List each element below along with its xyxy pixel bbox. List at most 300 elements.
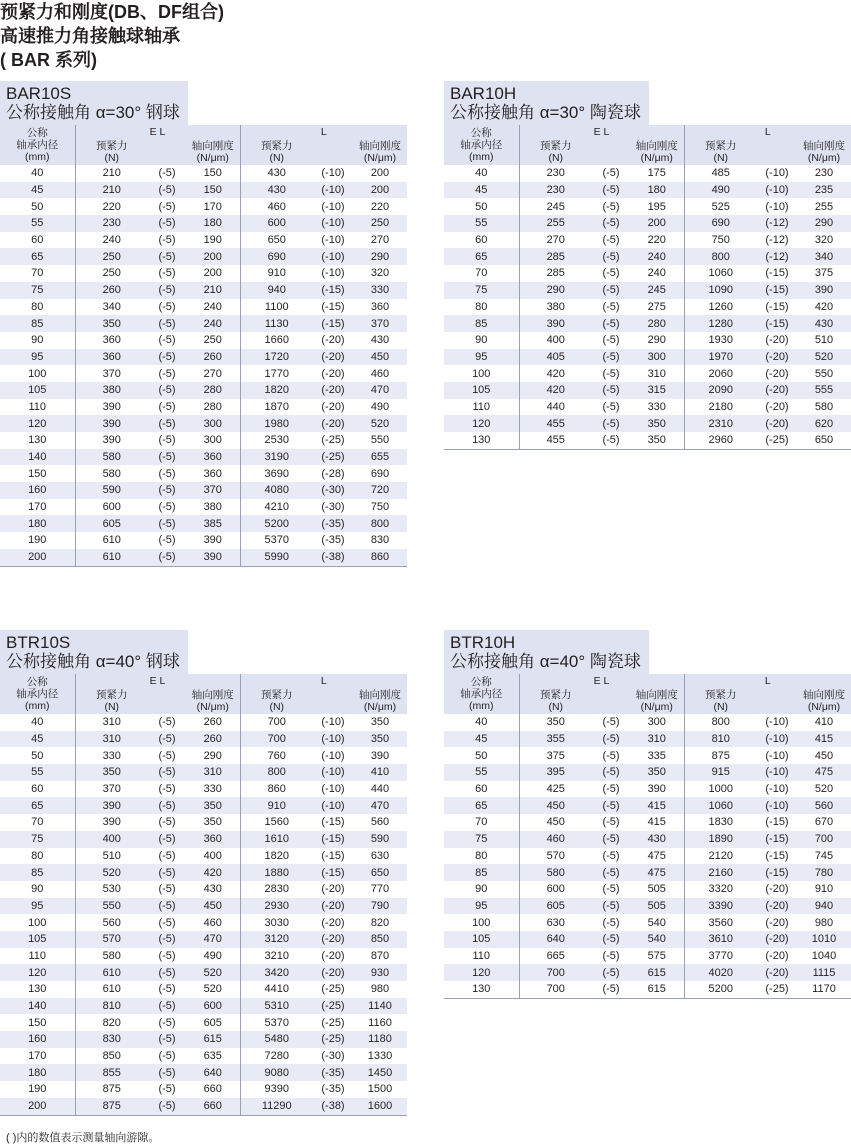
cell-bore: 200 bbox=[0, 1098, 75, 1115]
table-row bbox=[0, 797, 407, 814]
cell-l-preload: 1890 bbox=[684, 831, 757, 848]
cell-l-clearance: (-10) bbox=[313, 215, 353, 232]
cell-el-clearance: (-5) bbox=[148, 764, 186, 781]
cell-el-stiffness: 600 bbox=[186, 998, 240, 1015]
cell-el-preload: 370 bbox=[75, 781, 148, 798]
cell-el-preload: 270 bbox=[519, 232, 592, 249]
cell-l-preload: 3390 bbox=[684, 898, 757, 915]
cell-el-preload: 230 bbox=[519, 165, 592, 182]
cell-el-preload: 390 bbox=[75, 432, 148, 449]
table-row bbox=[0, 515, 407, 532]
cell-l-clearance: (-20) bbox=[757, 415, 797, 432]
header-el: E L bbox=[519, 125, 684, 139]
cell-l-stiffness: 510 bbox=[814, 334, 834, 347]
cell-l-clearance: (-10) bbox=[757, 731, 797, 748]
cell-l-preload: 1970 bbox=[684, 349, 757, 366]
cell-l-stiffness: 340 bbox=[797, 248, 851, 265]
cell-el-stiffness: 385 bbox=[186, 515, 240, 532]
cell-el-clearance: (-5) bbox=[158, 300, 176, 313]
cell-l-stiffness: 1160 bbox=[368, 1016, 392, 1029]
cell-l-preload: 1720 bbox=[240, 349, 313, 366]
cell-l-preload: 3610 bbox=[684, 931, 757, 948]
table-row bbox=[0, 831, 407, 848]
cell-el-stiffness: 330 bbox=[203, 783, 222, 796]
cell-l-stiffness: 320 bbox=[814, 234, 834, 247]
cell-l-clearance: (-15) bbox=[321, 849, 345, 862]
cell-bore: 55 bbox=[0, 764, 75, 781]
cell-el-stiffness: 300 bbox=[630, 349, 684, 366]
cell-el-stiffness: 575 bbox=[647, 949, 666, 962]
cell-bore: 120 bbox=[0, 964, 75, 981]
cell-el-stiffness: 260 bbox=[186, 349, 240, 366]
cell-bore: 190 bbox=[28, 1083, 47, 1096]
table-row bbox=[0, 365, 407, 382]
cell-l-clearance: (-20) bbox=[765, 334, 789, 347]
cell-el-clearance: (-5) bbox=[158, 167, 176, 180]
cell-l-preload: 1830 bbox=[684, 814, 757, 831]
cell-el-preload: 830 bbox=[75, 1031, 148, 1048]
header-el-preload: 预紧力 (N) bbox=[519, 139, 592, 165]
cell-el-clearance: (-5) bbox=[602, 816, 620, 829]
cell-el-stiffness: 370 bbox=[186, 482, 240, 499]
cell-el-stiffness: 300 bbox=[203, 434, 222, 447]
cell-el-stiffness: 170 bbox=[203, 200, 222, 213]
cell-l-stiffness: 630 bbox=[370, 849, 390, 862]
cell-l-clearance: (-10) bbox=[313, 248, 353, 265]
cell-el-stiffness: 200 bbox=[203, 267, 222, 280]
cell-el-stiffness: 400 bbox=[203, 849, 222, 862]
cell-l-preload: 690 bbox=[240, 248, 313, 265]
table-row bbox=[0, 349, 407, 366]
cell-l-clearance: (-10) bbox=[757, 182, 797, 199]
cell-el-stiffness: 360 bbox=[186, 831, 240, 848]
table-row bbox=[444, 864, 851, 881]
cell-el-stiffness: 470 bbox=[186, 931, 240, 948]
cell-bore: 65 bbox=[0, 797, 75, 814]
preload-stiffness-table bbox=[444, 674, 851, 999]
header-l-preload: 预紧力 (N) bbox=[684, 139, 757, 165]
table-row bbox=[0, 881, 407, 898]
table-row bbox=[444, 948, 851, 965]
cell-l-preload: 1930 bbox=[684, 332, 757, 349]
cell-l-stiffness: 930 bbox=[353, 964, 407, 981]
table-row bbox=[0, 1081, 407, 1098]
cell-el-preload: 580 bbox=[519, 864, 592, 881]
cell-l-preload: 5370 bbox=[240, 532, 313, 549]
cell-el-stiffness: 315 bbox=[630, 382, 684, 399]
cell-l-clearance: (-20) bbox=[765, 367, 789, 380]
cell-el-clearance: (-5) bbox=[148, 182, 186, 199]
cell-el-clearance: (-5) bbox=[592, 931, 630, 948]
cell-el-stiffness: 350 bbox=[203, 816, 222, 829]
cell-el-clearance: (-5) bbox=[148, 549, 186, 566]
table-label bbox=[0, 81, 188, 125]
table-row bbox=[444, 248, 851, 265]
table-row bbox=[0, 248, 407, 265]
cell-l-stiffness: 820 bbox=[370, 916, 390, 929]
cell-el-preload: 390 bbox=[75, 415, 148, 432]
cell-el-preload: 450 bbox=[519, 797, 592, 814]
cell-l-clearance: (-25) bbox=[757, 981, 797, 998]
cell-el-clearance: (-5) bbox=[158, 334, 176, 347]
cell-bore: 70 bbox=[31, 267, 44, 280]
table-row bbox=[444, 931, 851, 948]
cell-el-clearance: (-5) bbox=[148, 731, 186, 748]
cell-el-preload: 455 bbox=[519, 415, 592, 432]
cell-bore: 120 bbox=[0, 415, 75, 432]
cell-el-clearance: (-5) bbox=[158, 849, 176, 862]
cell-l-preload: 3190 bbox=[240, 449, 313, 466]
cell-l-preload: 800 bbox=[684, 714, 757, 731]
cell-l-preload: 2960 bbox=[684, 432, 757, 449]
cell-l-stiffness: 550 bbox=[370, 434, 390, 447]
cell-el-clearance: (-5) bbox=[148, 831, 186, 848]
cell-el-preload: 370 bbox=[75, 365, 148, 382]
cell-l-stiffness: 690 bbox=[370, 467, 390, 480]
header-l: L bbox=[684, 674, 851, 688]
cell-bore: 75 bbox=[444, 831, 519, 848]
cell-l-clearance: (-10) bbox=[757, 797, 797, 814]
cell-el-stiffness: 280 bbox=[186, 382, 240, 399]
cell-l-stiffness: 390 bbox=[797, 282, 851, 299]
cell-l-stiffness: 370 bbox=[353, 315, 407, 332]
cell-l-preload: 2930 bbox=[240, 898, 313, 915]
cell-l-clearance: (-20) bbox=[765, 949, 789, 962]
table-row bbox=[444, 232, 851, 249]
cell-el-clearance: (-5) bbox=[148, 449, 186, 466]
cell-l-stiffness: 200 bbox=[370, 167, 390, 180]
table-row bbox=[0, 482, 407, 499]
cell-el-preload: 255 bbox=[519, 215, 592, 232]
cell-l-clearance: (-20) bbox=[313, 931, 353, 948]
header-l: L bbox=[240, 674, 407, 688]
cell-el-preload: 570 bbox=[75, 931, 148, 948]
cell-l-clearance: (-15) bbox=[765, 267, 789, 280]
cell-l-preload: 1770 bbox=[240, 365, 313, 382]
cell-el-preload: 355 bbox=[519, 731, 592, 748]
cell-el-clearance: (-5) bbox=[158, 367, 176, 380]
cell-l-preload: 1130 bbox=[240, 315, 313, 332]
cell-l-stiffness: 350 bbox=[370, 716, 390, 729]
cell-bore: 100 bbox=[472, 916, 491, 929]
cell-el-stiffness: 280 bbox=[630, 315, 684, 332]
cell-el-clearance: (-5) bbox=[158, 467, 176, 480]
cell-l-preload: 875 bbox=[684, 747, 757, 764]
cell-el-stiffness: 335 bbox=[647, 749, 666, 762]
cell-el-preload: 245 bbox=[519, 198, 592, 215]
cell-el-stiffness: 150 bbox=[203, 167, 222, 180]
cell-el-clearance: (-5) bbox=[158, 267, 176, 280]
table-row bbox=[444, 881, 851, 898]
cell-l-stiffness: 980 bbox=[814, 916, 834, 929]
table-row bbox=[0, 265, 407, 282]
cell-l-clearance: (-20) bbox=[313, 349, 353, 366]
cell-el-preload: 310 bbox=[75, 714, 148, 731]
table-name: BAR10S bbox=[6, 84, 72, 103]
cell-l-stiffness: 430 bbox=[370, 334, 390, 347]
table-row bbox=[444, 797, 851, 814]
table-row bbox=[444, 432, 851, 449]
table-row bbox=[0, 998, 407, 1015]
cell-el-preload: 610 bbox=[75, 981, 148, 998]
cell-el-preload: 580 bbox=[75, 465, 148, 482]
cell-el-stiffness: 660 bbox=[186, 1098, 240, 1115]
cell-el-stiffness: 360 bbox=[186, 449, 240, 466]
table-block-bar10s bbox=[0, 81, 407, 567]
cell-el-stiffness: 260 bbox=[203, 716, 222, 729]
cell-el-clearance: (-5) bbox=[592, 415, 630, 432]
cell-el-preload: 390 bbox=[75, 797, 148, 814]
cell-l-preload: 1260 bbox=[684, 299, 757, 316]
cell-el-clearance: (-5) bbox=[148, 415, 186, 432]
cell-l-preload: 4020 bbox=[684, 964, 757, 981]
table-row bbox=[444, 914, 851, 931]
cell-el-preload: 220 bbox=[75, 198, 148, 215]
cell-el-preload: 360 bbox=[75, 349, 148, 366]
cell-el-clearance: (-5) bbox=[148, 931, 186, 948]
cell-bore: 95 bbox=[444, 349, 519, 366]
cell-bore: 80 bbox=[475, 849, 488, 862]
cell-bore: 100 bbox=[28, 916, 47, 929]
cell-l-clearance: (-10) bbox=[765, 167, 789, 180]
cell-el-clearance: (-5) bbox=[602, 200, 620, 213]
cell-el-preload: 580 bbox=[75, 449, 148, 466]
cell-l-stiffness: 560 bbox=[370, 816, 390, 829]
table-row bbox=[444, 898, 851, 915]
cell-el-preload: 390 bbox=[75, 399, 148, 416]
cell-l-stiffness: 590 bbox=[353, 831, 407, 848]
cell-el-preload: 360 bbox=[75, 332, 148, 349]
cell-el-stiffness: 505 bbox=[647, 883, 666, 896]
cell-l-stiffness: 830 bbox=[370, 534, 390, 547]
cell-el-clearance: (-5) bbox=[148, 864, 186, 881]
table-subtitle: 公称接触角 α=40° 钢球 bbox=[6, 652, 180, 671]
cell-el-preload: 570 bbox=[519, 848, 592, 865]
cell-bore: 85 bbox=[0, 315, 75, 332]
header-el-stiffness: 轴向刚度 (N/μm) bbox=[630, 139, 684, 165]
cell-l-stiffness: 1500 bbox=[367, 1083, 393, 1096]
cell-l-stiffness: 290 bbox=[797, 215, 851, 232]
cell-el-preload: 610 bbox=[75, 964, 148, 981]
cell-el-preload: 630 bbox=[519, 914, 592, 931]
cell-el-stiffness: 390 bbox=[186, 549, 240, 566]
preload-stiffness-table bbox=[0, 674, 407, 1116]
table-row bbox=[0, 781, 407, 798]
table-row bbox=[0, 764, 407, 781]
cell-l-stiffness: 550 bbox=[814, 367, 834, 380]
cell-bore: 45 bbox=[444, 182, 519, 199]
cell-l-stiffness: 390 bbox=[370, 749, 390, 762]
table-row bbox=[0, 964, 407, 981]
cell-bore: 140 bbox=[0, 998, 75, 1015]
cell-el-clearance: (-5) bbox=[148, 349, 186, 366]
cell-el-stiffness: 180 bbox=[186, 215, 240, 232]
cell-el-stiffness: 420 bbox=[186, 864, 240, 881]
cell-bore: 95 bbox=[0, 898, 75, 915]
cell-l-preload: 4080 bbox=[240, 482, 313, 499]
cell-el-stiffness: 505 bbox=[630, 898, 684, 915]
cell-el-preload: 250 bbox=[75, 265, 148, 282]
header-l-stiffness: 轴向刚度 (N/μm) bbox=[353, 139, 407, 165]
cell-l-stiffness: 270 bbox=[370, 234, 390, 247]
cell-l-preload: 3030 bbox=[240, 914, 313, 931]
cell-el-clearance: (-5) bbox=[592, 797, 630, 814]
cell-bore: 50 bbox=[31, 749, 44, 762]
cell-l-preload: 700 bbox=[240, 714, 313, 731]
cell-l-stiffness: 320 bbox=[370, 267, 390, 280]
cell-bore: 65 bbox=[0, 248, 75, 265]
cell-l-clearance: (-15) bbox=[765, 849, 789, 862]
cell-l-clearance: (-10) bbox=[757, 764, 797, 781]
cell-bore: 40 bbox=[31, 716, 44, 729]
cell-l-preload: 1660 bbox=[240, 332, 313, 349]
cell-l-preload: 1090 bbox=[684, 282, 757, 299]
cell-el-stiffness: 310 bbox=[647, 367, 666, 380]
cell-el-clearance: (-5) bbox=[602, 749, 620, 762]
table-row bbox=[444, 382, 851, 399]
header-bore: 公称 轴承内径 (mm) bbox=[0, 125, 75, 165]
cell-bore: 110 bbox=[28, 400, 47, 413]
cell-el-clearance: (-5) bbox=[148, 215, 186, 232]
cell-l-preload: 3690 bbox=[240, 465, 313, 482]
cell-bore: 200 bbox=[0, 549, 75, 566]
cell-bore: 170 bbox=[28, 501, 47, 514]
cell-l-preload: 1060 bbox=[684, 797, 757, 814]
cell-el-stiffness: 190 bbox=[203, 234, 222, 247]
cell-bore: 85 bbox=[444, 864, 519, 881]
table-row bbox=[0, 465, 407, 482]
cell-el-preload: 285 bbox=[519, 248, 592, 265]
cell-l-preload: 460 bbox=[240, 198, 313, 215]
cell-l-clearance: (-25) bbox=[321, 983, 345, 996]
cell-l-stiffness: 1600 bbox=[353, 1098, 407, 1115]
cell-el-preload: 460 bbox=[519, 831, 592, 848]
cell-l-stiffness: 700 bbox=[797, 831, 851, 848]
cell-l-preload: 2120 bbox=[684, 848, 757, 865]
table-row bbox=[0, 1064, 407, 1081]
cell-l-preload: 3560 bbox=[684, 914, 757, 931]
cell-el-clearance: (-5) bbox=[602, 167, 620, 180]
cell-l-stiffness: 415 bbox=[797, 731, 851, 748]
cell-el-clearance: (-5) bbox=[592, 248, 630, 265]
header-el-preload: 预紧力 (N) bbox=[75, 139, 148, 165]
cell-el-clearance: (-5) bbox=[148, 515, 186, 532]
table-row bbox=[0, 914, 407, 931]
cell-bore: 130 bbox=[444, 432, 519, 449]
cell-l-clearance: (-25) bbox=[313, 449, 353, 466]
cell-l-clearance: (-20) bbox=[321, 334, 345, 347]
cell-l-preload: 3320 bbox=[684, 881, 757, 898]
table-row bbox=[444, 981, 851, 998]
header-l-stiffness: 轴向刚度 (N/μm) bbox=[797, 688, 851, 714]
cell-el-clearance: (-5) bbox=[602, 916, 620, 929]
cell-l-clearance: (-15) bbox=[765, 816, 789, 829]
table-row bbox=[0, 449, 407, 466]
cell-l-preload: 910 bbox=[240, 797, 313, 814]
cell-l-preload: 3210 bbox=[240, 948, 313, 965]
table-row bbox=[0, 299, 407, 316]
table-row bbox=[444, 282, 851, 299]
cell-el-preload: 610 bbox=[75, 549, 148, 566]
cell-el-preload: 310 bbox=[75, 731, 148, 748]
cell-bore: 160 bbox=[0, 1031, 75, 1048]
table-row bbox=[0, 948, 407, 965]
cell-el-preload: 400 bbox=[519, 332, 592, 349]
table-block-bar10h bbox=[444, 81, 851, 450]
cell-bore: 90 bbox=[31, 334, 44, 347]
table-row bbox=[0, 848, 407, 865]
cell-l-clearance: (-12) bbox=[757, 215, 797, 232]
cell-l-stiffness: 520 bbox=[353, 415, 407, 432]
cell-l-stiffness: 255 bbox=[814, 200, 834, 213]
cell-l-stiffness: 790 bbox=[353, 898, 407, 915]
cell-el-clearance: (-5) bbox=[158, 749, 176, 762]
cell-el-clearance: (-5) bbox=[602, 949, 620, 962]
cell-el-stiffness: 290 bbox=[203, 749, 222, 762]
cell-el-stiffness: 380 bbox=[203, 501, 222, 514]
cell-bore: 45 bbox=[0, 182, 75, 199]
cell-l-preload: 490 bbox=[684, 182, 757, 199]
header-bore: 公称 轴承内径 (mm) bbox=[444, 125, 519, 165]
cell-el-stiffness: 180 bbox=[630, 182, 684, 199]
cell-l-clearance: (-15) bbox=[321, 816, 345, 829]
table-row bbox=[444, 731, 851, 748]
table-row bbox=[0, 382, 407, 399]
cell-el-stiffness: 280 bbox=[203, 400, 222, 413]
cell-l-clearance: (-30) bbox=[313, 482, 353, 499]
cell-el-clearance: (-5) bbox=[592, 864, 630, 881]
table-row bbox=[0, 215, 407, 232]
cell-el-stiffness: 490 bbox=[203, 949, 222, 962]
header-l-stiffness: 轴向刚度 (N/μm) bbox=[797, 139, 851, 165]
cell-bore: 60 bbox=[31, 783, 44, 796]
cell-l-stiffness: 460 bbox=[370, 367, 390, 380]
cell-el-clearance: (-5) bbox=[158, 783, 176, 796]
cell-bore: 120 bbox=[444, 964, 519, 981]
cell-el-stiffness: 200 bbox=[630, 215, 684, 232]
cell-el-preload: 350 bbox=[75, 764, 148, 781]
cell-el-preload: 610 bbox=[75, 532, 148, 549]
cell-el-clearance: (-5) bbox=[602, 234, 620, 247]
cell-el-preload: 395 bbox=[519, 764, 592, 781]
cell-l-preload: 600 bbox=[240, 215, 313, 232]
cell-el-clearance: (-5) bbox=[158, 234, 176, 247]
header-l: L bbox=[684, 125, 851, 139]
cell-bore: 180 bbox=[0, 1064, 75, 1081]
cell-bore: 90 bbox=[31, 883, 44, 896]
cell-l-stiffness: 1330 bbox=[367, 1050, 393, 1063]
cell-l-stiffness: 555 bbox=[797, 382, 851, 399]
cell-el-stiffness: 415 bbox=[647, 816, 666, 829]
cell-el-stiffness: 260 bbox=[186, 731, 240, 748]
cell-l-stiffness: 1180 bbox=[353, 1031, 407, 1048]
cell-el-clearance: (-5) bbox=[158, 501, 176, 514]
cell-l-clearance: (-20) bbox=[313, 382, 353, 399]
table-row bbox=[444, 781, 851, 798]
cell-bore: 130 bbox=[28, 983, 47, 996]
cell-el-clearance: (-5) bbox=[592, 215, 630, 232]
cell-bore: 85 bbox=[444, 315, 519, 332]
cell-l-preload: 5200 bbox=[684, 981, 757, 998]
preload-stiffness-table bbox=[444, 125, 851, 450]
cell-el-clearance: (-5) bbox=[158, 200, 176, 213]
cell-el-preload: 450 bbox=[519, 814, 592, 831]
cell-l-preload: 7280 bbox=[240, 1048, 313, 1065]
table-row bbox=[0, 864, 407, 881]
cell-el-preload: 550 bbox=[75, 898, 148, 915]
cell-l-stiffness: 520 bbox=[814, 783, 834, 796]
cell-l-preload: 9080 bbox=[240, 1064, 313, 1081]
